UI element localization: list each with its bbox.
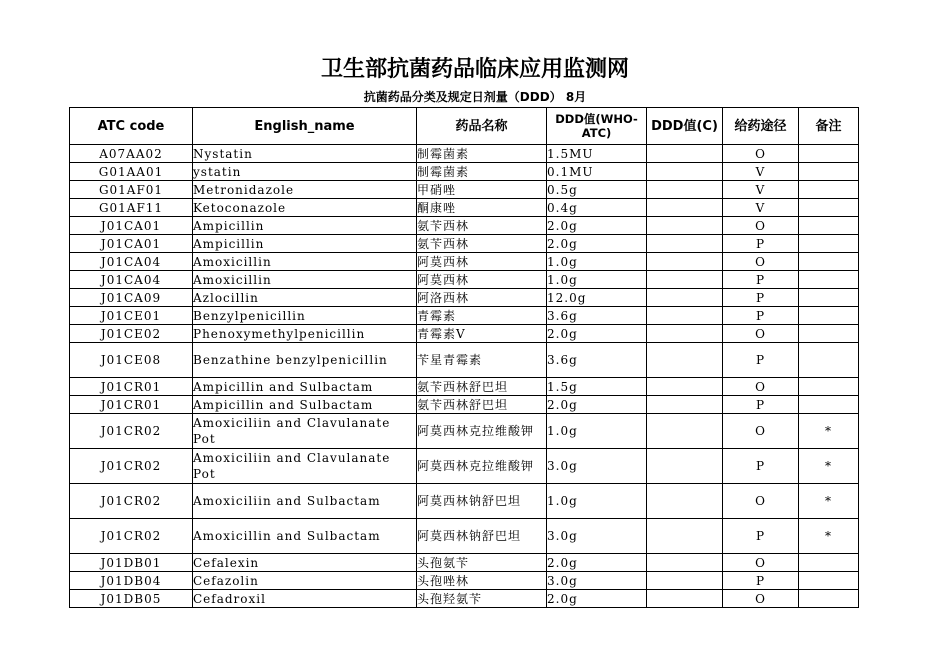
- cell-english-name: Phenoxymethylpenicillin: [193, 325, 417, 343]
- table-row: [70, 145, 859, 163]
- cell-english-name: Ketoconazole: [193, 199, 417, 217]
- cell-note: [799, 253, 859, 271]
- cell-ddd-c: [647, 396, 723, 414]
- cell-ddd-who-atc: 12.0g: [547, 289, 647, 307]
- cell-route: P: [723, 289, 799, 307]
- table-row: [70, 572, 859, 590]
- table-row: [70, 325, 859, 343]
- cell-note: [799, 572, 859, 590]
- cell-route: P: [723, 235, 799, 253]
- table-row: [70, 235, 859, 253]
- cell-ddd-who-atc: 2.0g: [547, 217, 647, 235]
- cell-ddd-c: [647, 217, 723, 235]
- cell-ddd-who-atc: 0.5g: [547, 181, 647, 199]
- cell-drug-name: 氨苄西林舒巴坦: [417, 396, 547, 414]
- cell-atc-code: J01CR02: [70, 519, 193, 554]
- table-row: [70, 378, 859, 396]
- cell-english-name: Amoxicillin: [193, 271, 417, 289]
- cell-english-name: Benzathine benzylpenicillin: [193, 343, 417, 378]
- cell-atc-code: J01CR01: [70, 396, 193, 414]
- cell-atc-code: J01CA04: [70, 271, 193, 289]
- cell-note: [799, 289, 859, 307]
- cell-route: P: [723, 572, 799, 590]
- cell-atc-code: J01CE01: [70, 307, 193, 325]
- table-row: [70, 163, 859, 181]
- cell-drug-name: 头孢氨苄: [417, 554, 547, 572]
- cell-drug-name: 制霉菌素: [417, 145, 547, 163]
- cell-ddd-c: [647, 181, 723, 199]
- cell-ddd-who-atc: 3.0g: [547, 572, 647, 590]
- cell-note: [799, 235, 859, 253]
- cell-ddd-who-atc: 2.0g: [547, 325, 647, 343]
- cell-note: *: [799, 484, 859, 519]
- cell-drug-name: 头孢羟氨苄: [417, 590, 547, 608]
- cell-drug-name: 阿莫西林: [417, 271, 547, 289]
- cell-atc-code: J01DB05: [70, 590, 193, 608]
- table-header-row: [70, 108, 859, 145]
- cell-drug-name: 阿洛西林: [417, 289, 547, 307]
- ddd-table: [69, 107, 859, 608]
- cell-note: [799, 396, 859, 414]
- cell-english-name: Amoxiciliin and Sulbactam: [193, 484, 417, 519]
- cell-atc-code: G01AF11: [70, 199, 193, 217]
- table-row: [70, 396, 859, 414]
- cell-ddd-who-atc: 1.0g: [547, 414, 647, 449]
- cell-english-name: Ampicillin: [193, 235, 417, 253]
- cell-drug-name: 制霉菌素: [417, 163, 547, 181]
- cell-ddd-who-atc: 1.0g: [547, 271, 647, 289]
- cell-english-name: Nystatin: [193, 145, 417, 163]
- cell-ddd-who-atc: 3.0g: [547, 519, 647, 554]
- cell-atc-code: J01CA01: [70, 217, 193, 235]
- cell-route: P: [723, 307, 799, 325]
- cell-note: *: [799, 414, 859, 449]
- cell-atc-code: G01AF01: [70, 181, 193, 199]
- header-route: 给药途径: [723, 108, 799, 145]
- cell-english-name: Amoxiciliin and Clavulanate Pot: [193, 414, 417, 449]
- cell-drug-name: 阿莫西林钠舒巴坦: [417, 484, 547, 519]
- cell-atc-code: J01CE02: [70, 325, 193, 343]
- cell-ddd-who-atc: 3.0g: [547, 449, 647, 484]
- cell-ddd-c: [647, 590, 723, 608]
- cell-route: P: [723, 396, 799, 414]
- table-row: [70, 554, 859, 572]
- cell-route: O: [723, 414, 799, 449]
- cell-ddd-c: [647, 235, 723, 253]
- cell-atc-code: A07AA02: [70, 145, 193, 163]
- cell-drug-name: 青霉素: [417, 307, 547, 325]
- cell-ddd-c: [647, 343, 723, 378]
- cell-atc-code: J01CA01: [70, 235, 193, 253]
- table-body: [70, 145, 859, 608]
- table-row: [70, 181, 859, 199]
- cell-ddd-c: [647, 414, 723, 449]
- cell-ddd-who-atc: 3.6g: [547, 343, 647, 378]
- cell-atc-code: J01CA04: [70, 253, 193, 271]
- cell-ddd-c: [647, 325, 723, 343]
- cell-ddd-who-atc: 1.0g: [547, 253, 647, 271]
- cell-english-name: Metronidazole: [193, 181, 417, 199]
- header-note: 备注: [799, 108, 859, 145]
- cell-ddd-c: [647, 307, 723, 325]
- cell-route: O: [723, 590, 799, 608]
- cell-english-name: ystatin: [193, 163, 417, 181]
- cell-note: *: [799, 519, 859, 554]
- cell-ddd-who-atc: 1.5g: [547, 378, 647, 396]
- cell-ddd-c: [647, 163, 723, 181]
- cell-route: V: [723, 163, 799, 181]
- cell-note: [799, 163, 859, 181]
- cell-drug-name: 氨苄西林舒巴坦: [417, 378, 547, 396]
- cell-atc-code: J01CE08: [70, 343, 193, 378]
- table-row: [70, 449, 859, 484]
- cell-route: O: [723, 378, 799, 396]
- cell-ddd-c: [647, 271, 723, 289]
- cell-english-name: Azlocillin: [193, 289, 417, 307]
- cell-route: P: [723, 449, 799, 484]
- cell-drug-name: 苄星青霉素: [417, 343, 547, 378]
- cell-ddd-who-atc: 2.0g: [547, 590, 647, 608]
- cell-ddd-who-atc: 2.0g: [547, 396, 647, 414]
- cell-drug-name: 酮康唑: [417, 199, 547, 217]
- header-ddd-c: DDD值(C): [647, 108, 723, 145]
- cell-atc-code: J01CA09: [70, 289, 193, 307]
- cell-ddd-c: [647, 253, 723, 271]
- header-drug-name: 药品名称: [417, 108, 547, 145]
- cell-note: [799, 554, 859, 572]
- cell-route: O: [723, 554, 799, 572]
- cell-note: [799, 378, 859, 396]
- cell-route: O: [723, 145, 799, 163]
- cell-english-name: Amoxicillin: [193, 253, 417, 271]
- cell-atc-code: J01CR01: [70, 378, 193, 396]
- table-row: [70, 289, 859, 307]
- page-title: 卫生部抗菌药品临床应用监测网: [320, 57, 629, 82]
- cell-ddd-who-atc: 0.4g: [547, 199, 647, 217]
- cell-english-name: Ampicillin and Sulbactam: [193, 378, 417, 396]
- cell-ddd-who-atc: 3.6g: [547, 307, 647, 325]
- cell-ddd-who-atc: 0.1MU: [547, 163, 647, 181]
- cell-atc-code: J01CR02: [70, 449, 193, 484]
- cell-atc-code: J01DB04: [70, 572, 193, 590]
- cell-drug-name: 阿莫西林: [417, 253, 547, 271]
- table-row: [70, 307, 859, 325]
- cell-ddd-who-atc: 1.0g: [547, 484, 647, 519]
- cell-drug-name: 氨苄西林: [417, 217, 547, 235]
- cell-note: [799, 325, 859, 343]
- cell-route: O: [723, 253, 799, 271]
- cell-ddd-c: [647, 572, 723, 590]
- table-row: [70, 414, 859, 449]
- cell-route: V: [723, 199, 799, 217]
- cell-drug-name: 阿莫西林克拉维酸钾: [417, 449, 547, 484]
- cell-route: P: [723, 271, 799, 289]
- cell-note: [799, 217, 859, 235]
- table-row: [70, 217, 859, 235]
- cell-note: [799, 271, 859, 289]
- cell-ddd-c: [647, 289, 723, 307]
- cell-route: O: [723, 217, 799, 235]
- cell-note: [799, 199, 859, 217]
- table-row: [70, 484, 859, 519]
- cell-ddd-c: [647, 449, 723, 484]
- cell-english-name: Ampicillin and Sulbactam: [193, 396, 417, 414]
- cell-drug-name: 青霉素V: [417, 325, 547, 343]
- cell-english-name: Amoxiciliin and Clavulanate Pot: [193, 449, 417, 484]
- cell-note: [799, 307, 859, 325]
- cell-ddd-c: [647, 484, 723, 519]
- cell-drug-name: 阿莫西林克拉维酸钾: [417, 414, 547, 449]
- cell-atc-code: J01CR02: [70, 484, 193, 519]
- cell-english-name: Cefalexin: [193, 554, 417, 572]
- table-row: [70, 590, 859, 608]
- cell-note: [799, 343, 859, 378]
- cell-route: P: [723, 519, 799, 554]
- cell-note: [799, 145, 859, 163]
- cell-english-name: Ampicillin: [193, 217, 417, 235]
- cell-english-name: Amoxicillin and Sulbactam: [193, 519, 417, 554]
- cell-note: *: [799, 449, 859, 484]
- cell-ddd-who-atc: 2.0g: [547, 554, 647, 572]
- cell-drug-name: 阿莫西林钠舒巴坦: [417, 519, 547, 554]
- table-row: [70, 519, 859, 554]
- cell-drug-name: 头孢唑林: [417, 572, 547, 590]
- cell-note: [799, 181, 859, 199]
- page-subtitle: 抗菌药品分类及规定日剂量（DDD） 8月: [363, 90, 587, 104]
- cell-drug-name: 氨苄西林: [417, 235, 547, 253]
- cell-english-name: Benzylpenicillin: [193, 307, 417, 325]
- cell-ddd-c: [647, 519, 723, 554]
- table-row: [70, 199, 859, 217]
- cell-ddd-c: [647, 199, 723, 217]
- cell-note: [799, 590, 859, 608]
- header-ddd-who-atc: DDD值(WHO-ATC): [547, 108, 647, 145]
- table-row: [70, 343, 859, 378]
- cell-drug-name: 甲硝唑: [417, 181, 547, 199]
- header-atc-code: ATC code: [70, 108, 193, 145]
- cell-atc-code: G01AA01: [70, 163, 193, 181]
- cell-atc-code: J01DB01: [70, 554, 193, 572]
- cell-english-name: Cefadroxil: [193, 590, 417, 608]
- cell-ddd-c: [647, 145, 723, 163]
- cell-atc-code: J01CR02: [70, 414, 193, 449]
- cell-route: P: [723, 343, 799, 378]
- cell-ddd-c: [647, 378, 723, 396]
- cell-route: O: [723, 484, 799, 519]
- table-row: [70, 253, 859, 271]
- cell-ddd-c: [647, 554, 723, 572]
- cell-ddd-who-atc: 2.0g: [547, 235, 647, 253]
- table-row: [70, 271, 859, 289]
- header-english-name: English_name: [193, 108, 417, 145]
- cell-ddd-who-atc: 1.5MU: [547, 145, 647, 163]
- cell-route: V: [723, 181, 799, 199]
- cell-english-name: Cefazolin: [193, 572, 417, 590]
- cell-route: O: [723, 325, 799, 343]
